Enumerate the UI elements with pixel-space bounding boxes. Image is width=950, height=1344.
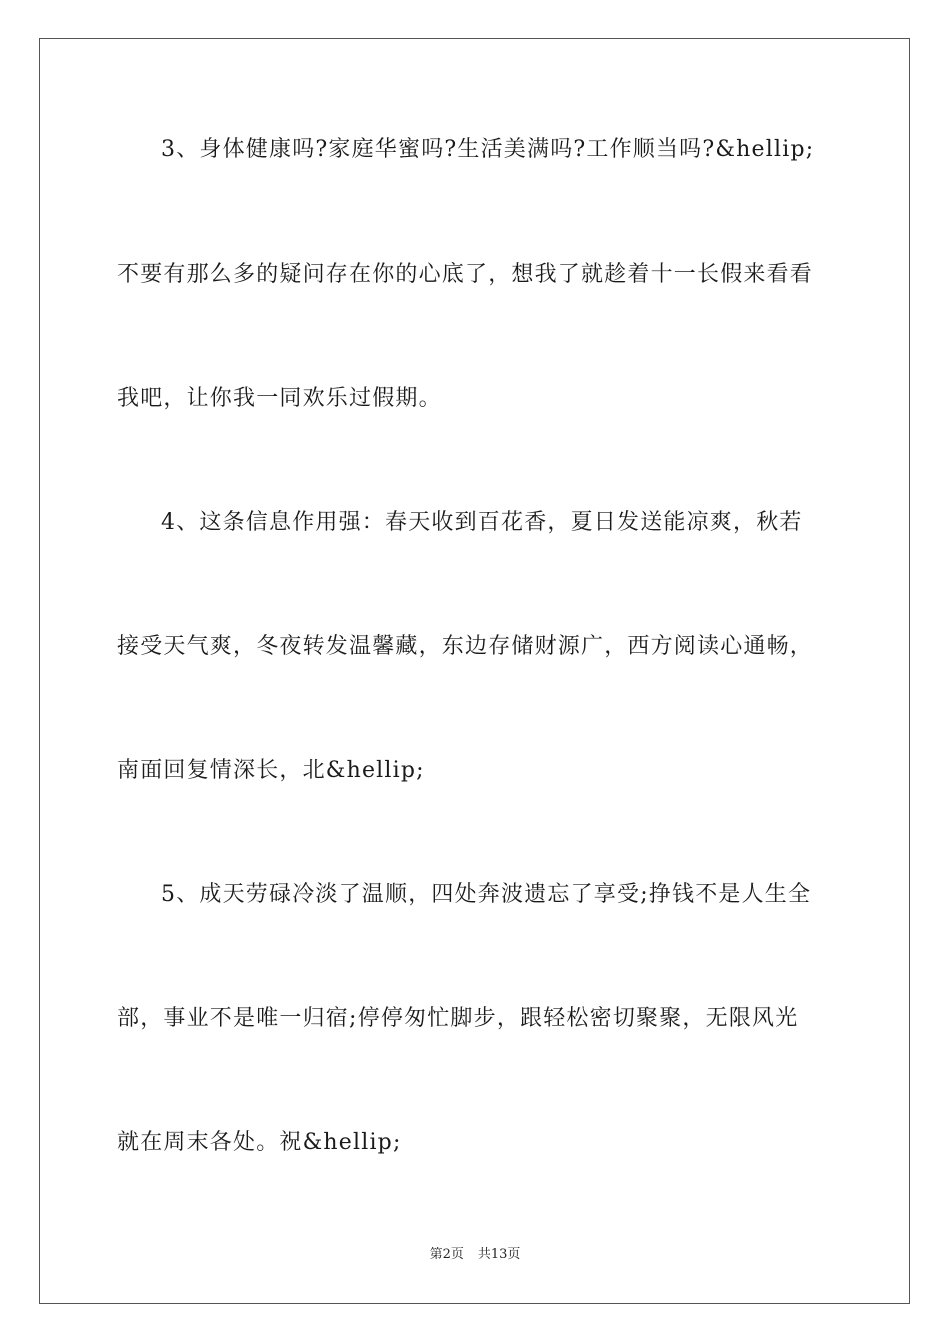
- paragraph-3-line-3: 我吧，让你我一同欢乐过假期。: [117, 386, 442, 411]
- paragraph-5-line-1: 5、成天劳碌冷淡了温顺，四处奔波遗忘了享受;挣钱不是人生全: [161, 882, 812, 907]
- page-border: [39, 38, 910, 1304]
- paragraph-4-line-1: 4、这条信息作用强：春天收到百花香，夏日发送能凉爽，秋若: [161, 510, 803, 535]
- paragraph-4-line-2: 接受天气爽，冬夜转发温馨藏，东边存储财源广，西方阅读心通畅，: [117, 634, 814, 659]
- paragraph-4-line-3: 南面回复情深长，北&hellip;: [117, 758, 425, 783]
- paragraph-3-line-2: 不要有那么多的疑问存在你的心底了，想我了就趁着十一长假来看看: [117, 262, 814, 287]
- page-total: 共13页: [477, 1247, 521, 1262]
- paragraph-5-line-2: 部，事业不是唯一归宿;停停匆忙脚步，跟轻松密切聚聚，无限风光: [117, 1006, 799, 1031]
- page-footer: [0, 1246, 950, 1264]
- paragraph-5-line-3: 就在周末各处。祝&hellip;: [117, 1130, 402, 1155]
- page-number: 第2页: [429, 1247, 464, 1262]
- paragraph-3-line-1: 3、身体健康吗?家庭华蜜吗?生活美满吗?工作顺当吗?&hellip;: [161, 137, 815, 162]
